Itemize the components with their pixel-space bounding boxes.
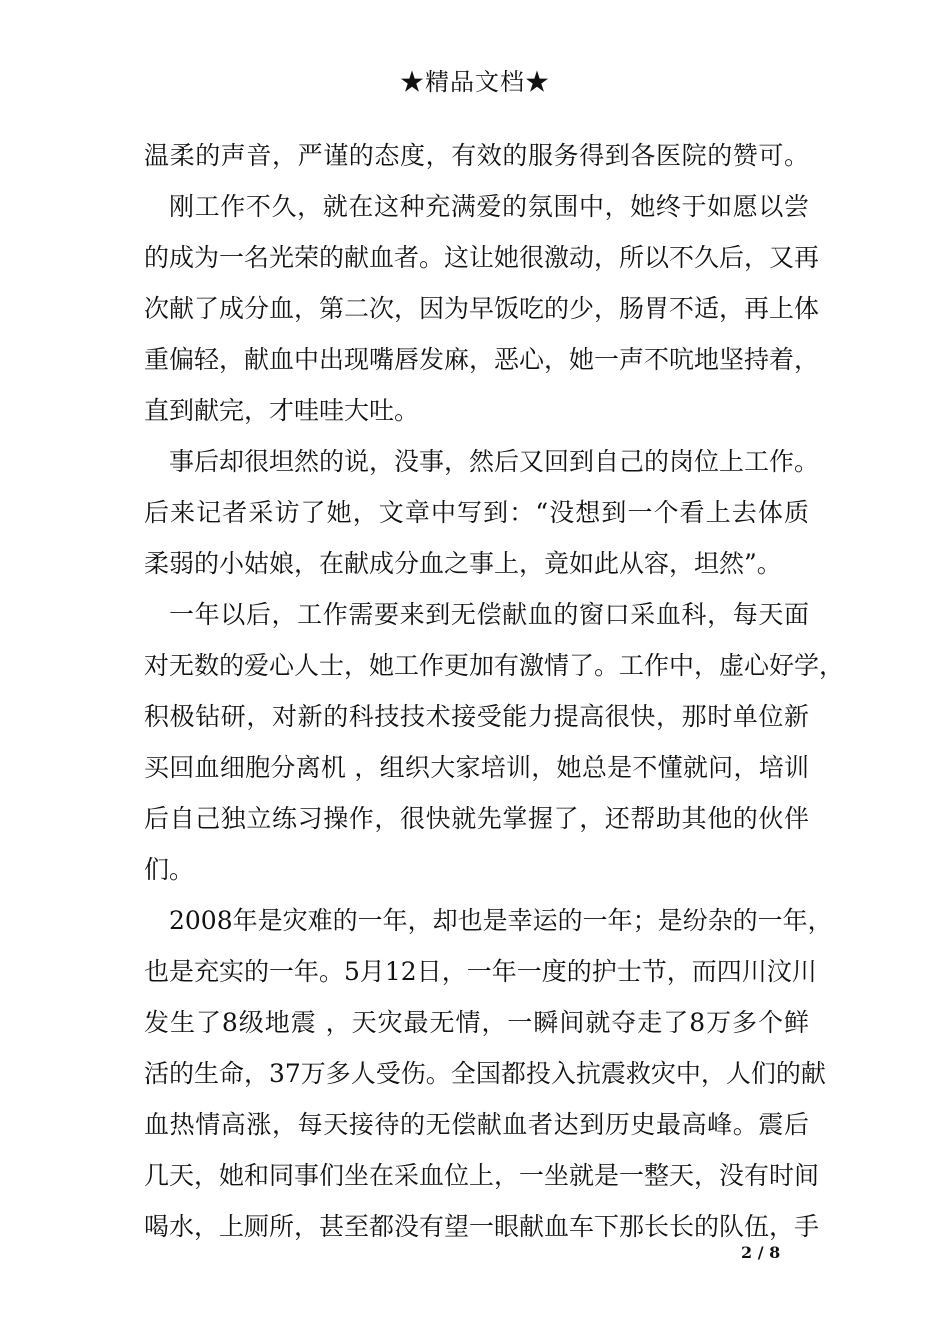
body-line: 活的生命，37万多人受伤。全国都投入抗震救灾中，人们的献 <box>144 1059 826 1088</box>
body-line: 事后却很坦然的说，没事，然后又回到自己的岗位上工作。 <box>169 447 820 476</box>
body-line: 积极钻研，对新的科技技术接受能力提高很快，那时单位新 <box>144 702 809 731</box>
body-line: 买回血细胞分离机 ，组织大家培训，她总是不懂就问，培训 <box>144 753 809 782</box>
body-line: 直到献完，才哇哇大吐。 <box>144 396 420 425</box>
document-header-title: ★精品文档★ <box>400 68 550 96</box>
body-line: 重偏轻，献血中出现嘴唇发麻，恶心，她一声不吭地坚持着， <box>144 345 820 374</box>
body-line: 血热情高涨，每天接待的无偿献血者达到历史最高峰。震后 <box>144 1110 809 1139</box>
body-line: 刚工作不久，就在这种充满爱的氛围中，她终于如愿以尝 <box>169 192 809 221</box>
body-line: 2008年是灾难的一年，却也是幸运的一年；是纷杂的一年， <box>169 906 833 935</box>
body-line: 柔弱的小姑娘，在献成分血之事上，竟如此从容，坦然”。 <box>144 549 782 578</box>
page-number: 2 / 8 <box>741 1243 781 1262</box>
body-line: 也是充实的一年。5月12日，一年一度的护士节，而四川汶川 <box>144 957 817 986</box>
body-line: 发生了8级地震 ，天灾最无情，一瞬间就夺走了8万多个鲜 <box>144 1008 809 1037</box>
body-line: 后来记者采访了她，文章中写到：“没想到一个看上去体质 <box>144 498 809 527</box>
body-line: 们。 <box>144 855 195 884</box>
body-line: 次献了成分血，第二次，因为早饭吃的少，肠胃不适，再上体 <box>144 294 820 323</box>
body-line: 对无数的爱心人士，她工作更加有激情了。工作中，虚心好学， <box>144 651 845 680</box>
body-line: 的成为一名光荣的献血者。这让她很激动，所以不久后，又再 <box>144 243 820 272</box>
document-body <box>144 130 845 1252</box>
body-line: 几天，她和同事们坐在采血位上，一坐就是一整天，没有时间 <box>144 1161 820 1190</box>
body-line: 一年以后，工作需要来到无偿献血的窗口采血科，每天面 <box>169 600 809 629</box>
body-line: 温柔的声音，严谨的态度，有效的服务得到各医院的赞可。 <box>144 141 809 170</box>
body-line: 后自己独立练习操作，很快就先掌握了，还帮助其他的伙伴 <box>144 804 809 833</box>
body-line: 喝水，上厕所，甚至都没有望一眼献血车下那长长的队伍，手 <box>144 1212 820 1241</box>
